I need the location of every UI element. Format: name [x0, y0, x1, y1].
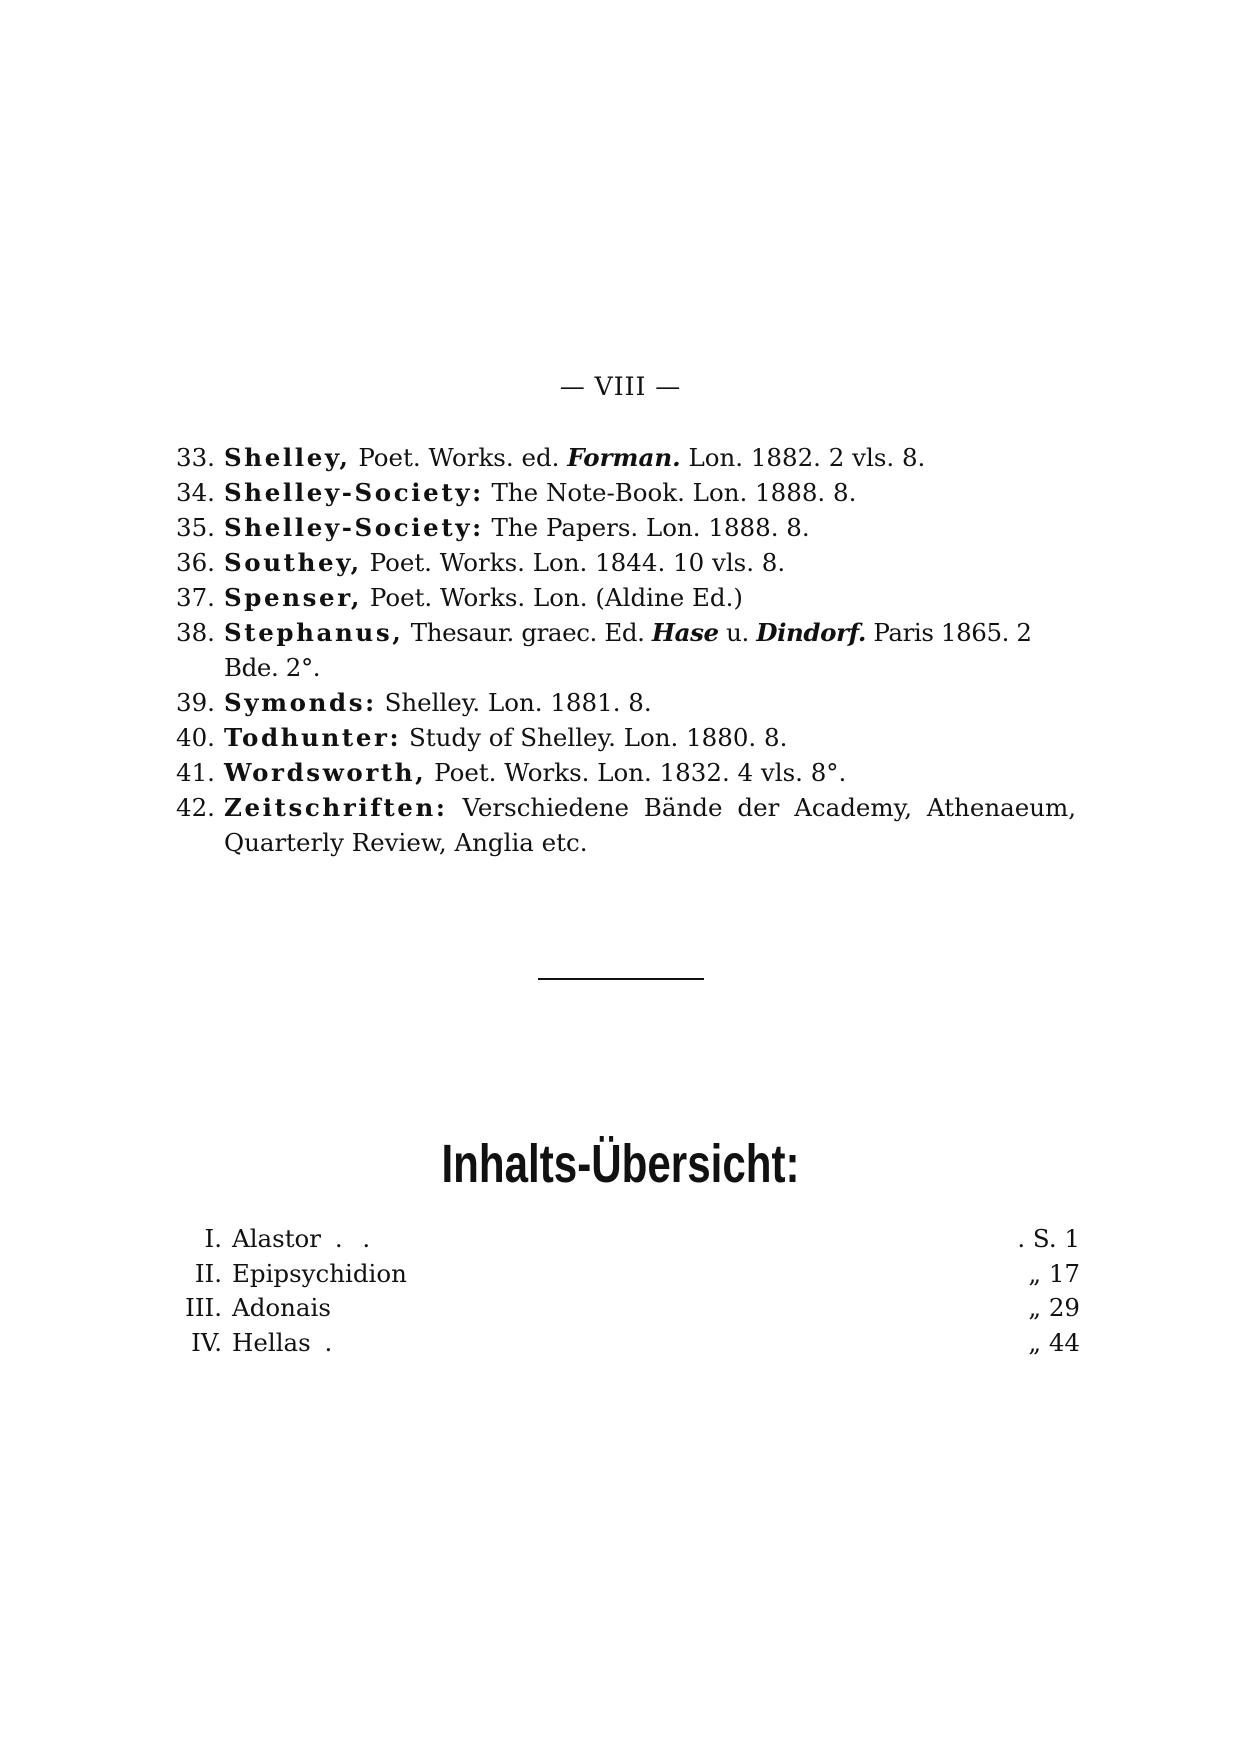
- entry-number: 36.: [176, 548, 215, 577]
- bibliography-entry: [176, 440, 1076, 475]
- entry-author: Symonds:: [224, 688, 377, 717]
- entry-editor: Hase: [651, 618, 719, 647]
- toc-entry-title: Adonais: [232, 1293, 331, 1322]
- toc-entry-title: Alastor: [232, 1224, 322, 1253]
- entry-details: Poet. Works. Lon. 1844. 10 vls. 8.: [361, 548, 786, 577]
- toc-entry-page: 1: [1064, 1224, 1080, 1253]
- entry-text: [224, 685, 652, 720]
- entry-details: Verschiedene Bände der Academy, Athenaeum, Quarterly Review, Anglia etc.: [224, 793, 1076, 857]
- entry-text: [224, 755, 846, 790]
- bibliography-entry: [176, 615, 1076, 685]
- entry-details: Poet. Works. ed.: [350, 443, 568, 472]
- toc-entry-ref-prefix: . S.: [1017, 1224, 1057, 1253]
- entry-imprint: Paris 1865. 2 Bde. 2°.: [224, 618, 1032, 682]
- entry-author: Shelley-Society:: [224, 513, 484, 542]
- entry-text: [224, 615, 1076, 685]
- toc-entry: [160, 1291, 1080, 1326]
- entry-text: [224, 510, 810, 545]
- entry-text: [224, 720, 787, 755]
- entry-number: 35.: [176, 513, 215, 542]
- page-number: — VIII —: [559, 372, 682, 401]
- entry-text: [224, 475, 856, 510]
- toc-heading: Inhalts-Übersicht:: [441, 1134, 800, 1194]
- bibliography-list: [176, 440, 1076, 860]
- toc-entry-page: 29: [1048, 1293, 1080, 1322]
- toc-entry-ref-prefix: „: [1028, 1293, 1042, 1322]
- entry-imprint: Lon. 1882. 2 vls. 8.: [680, 443, 926, 472]
- bibliography-entry: [176, 580, 1076, 615]
- entry-author: Zeitschriften:: [224, 793, 448, 822]
- toc-entry: [160, 1326, 1080, 1361]
- toc-entry-title-group: [232, 1257, 970, 1292]
- entry-author: Stephanus,: [224, 618, 404, 647]
- entry-text: [224, 790, 1076, 860]
- entry-details: Poet. Works. Lon. (Aldine Ed.): [362, 583, 743, 612]
- entry-author: Spenser,: [224, 583, 363, 612]
- toc-entry-number: II.: [194, 1258, 222, 1288]
- toc-entry-number: III.: [185, 1293, 222, 1322]
- bibliography-entry: [176, 475, 1076, 510]
- bibliography-entry: [176, 545, 1076, 580]
- entry-details: Study of Shelley. Lon. 1880. 8.: [401, 723, 788, 752]
- entry-number: 33.: [176, 443, 215, 472]
- bibliography-entry: [176, 720, 1076, 755]
- toc-entry-page: 44: [1048, 1327, 1080, 1357]
- toc-entry-title-group: [232, 1222, 970, 1257]
- entry-number: 34.: [176, 478, 215, 507]
- toc-entry-ref-prefix: „: [1028, 1327, 1042, 1357]
- toc-entry-title-group: [232, 1291, 970, 1326]
- toc-entry-ref: [970, 1257, 1080, 1292]
- toc-entry: [160, 1222, 1080, 1257]
- entry-text: [224, 545, 785, 580]
- entry-author: Shelley,: [224, 443, 351, 472]
- toc-entry-ref-prefix: „: [1028, 1258, 1042, 1288]
- entry-conjunction: u.: [718, 618, 757, 647]
- entry-author: Wordsworth,: [224, 758, 427, 787]
- entry-details: Poet. Works. Lon. 1832. 4 vls. 8°.: [426, 758, 847, 787]
- entry-number: 39.: [176, 688, 215, 717]
- toc-entry-title-group: [232, 1326, 970, 1361]
- entry-number: 42.: [176, 793, 215, 822]
- toc-entry-leader: .: [310, 1327, 339, 1357]
- table-of-contents: [160, 1222, 1080, 1360]
- toc-entry-number: IV.: [191, 1327, 222, 1357]
- entry-text: [224, 580, 743, 615]
- toc-entry-ref: [970, 1222, 1080, 1257]
- entry-author: Southey,: [224, 548, 362, 577]
- toc-entry-ref: [970, 1291, 1080, 1326]
- bibliography-entry: [176, 790, 1076, 860]
- toc-entry-number: I.: [204, 1224, 222, 1253]
- entry-number: 38.: [176, 618, 215, 647]
- entry-number: 41.: [176, 758, 215, 787]
- section-divider: [538, 978, 704, 980]
- toc-entry: [160, 1257, 1080, 1292]
- entry-details: Thesaur. graec. Ed.: [403, 618, 652, 647]
- entry-text: [224, 440, 925, 475]
- entry-author: Shelley-Society:: [224, 478, 484, 507]
- entry-details: Shelley. Lon. 1881. 8.: [376, 688, 652, 717]
- toc-entry-ref: [970, 1326, 1080, 1361]
- bibliography-entry: [176, 510, 1076, 545]
- toc-entry-leader: . .: [321, 1224, 377, 1253]
- bibliography-entry: [176, 755, 1076, 790]
- entry-number: 40.: [176, 723, 215, 752]
- entry-number: 37.: [176, 583, 215, 612]
- entry-editor-2: Dindorf.: [756, 618, 866, 647]
- toc-entry-title: Epipsychidion: [232, 1258, 407, 1288]
- bibliography-entry: [176, 685, 1076, 720]
- toc-entry-title: Hellas: [232, 1327, 311, 1357]
- toc-entry-page: 17: [1048, 1258, 1080, 1288]
- entry-details: The Note-Book. Lon. 1888. 8.: [483, 478, 857, 507]
- entry-editor: Forman.: [567, 443, 681, 472]
- entry-author: Todhunter:: [224, 723, 402, 752]
- entry-details: The Papers. Lon. 1888. 8.: [483, 513, 810, 542]
